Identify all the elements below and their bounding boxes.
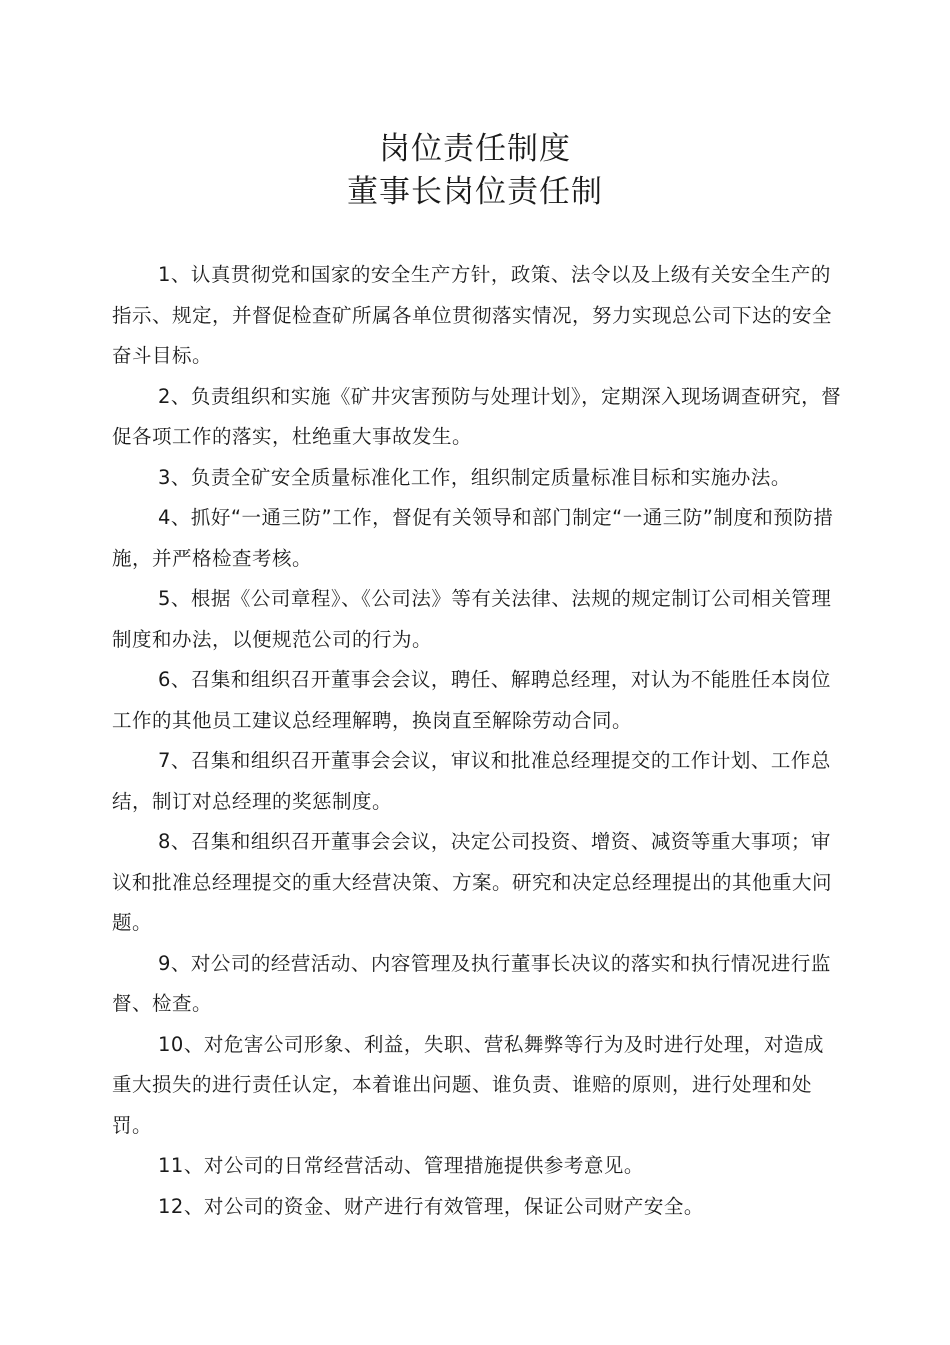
paragraph-2: 2、负责组织和实施《矿井灾害预防与处理计划》，定期深入现场调查研究，督促各项工作的落实，杜绝重大事故发生。 [112, 384, 842, 448]
paragraph-5: 5、根据《公司章程》、《公司法》等有关法律、法规的规定制订公司相关管理制度和办法，以便规范公司的行为。 [112, 587, 832, 651]
document-title: 岗位责任制度 [379, 131, 571, 167]
document-body [112, 255, 842, 1227]
paragraph-3: 3、负责全矿安全质量标准化工作，组织制定质量标准目标和实施办法。 [158, 465, 791, 489]
paragraph-12: 12、对公司的资金、财产进行有效管理，保证公司财产安全。 [158, 1194, 704, 1218]
paragraph-10: 10、对危害公司形象、利益，失职、营私舞弊等行为及时进行处理，对造成重大损失的进行责任认定，本着谁出问题、谁负责、谁赔的原则，进行处理和处罚。 [112, 1032, 824, 1137]
paragraph-8: 8、召集和组织召开董事会会议，决定公司投资、增资、减资等重大事项；审议和批准总经理提交的重大经营决策、方案。研究和决定总经理提出的其他重大问题。 [112, 830, 833, 934]
paragraph-11: 11、对公司的日常经营活动、管理措施提供参考意见。 [158, 1154, 644, 1177]
paragraph-1: 1、认真贯彻党和国家的安全生产方针，政策、法令以及上级有关安全生产的指示、规定，并督促检查矿所属各单位贯彻落实情况，努力实现总公司下达的安全奋斗目标。 [112, 263, 833, 367]
paragraph-7: 7、召集和组织召开董事会会议，审议和批准总经理提交的工作计划、工作总结，制订对总经理的奖惩制度。 [112, 749, 831, 813]
document-subtitle: 董事长岗位责任制 [347, 174, 603, 210]
paragraph-9: 9、对公司的经营活动、内容管理及执行董事长决议的落实和执行情况进行监督、检查。 [112, 951, 831, 1015]
paragraph-4: 4、抓好“一通三防”工作，督促有关领导和部门制定“一通三防”制度和预防措施，并严格检查考核。 [112, 506, 834, 570]
paragraph-6: 6、召集和组织召开董事会会议，聘任、解聘总经理，对认为不能胜任本岗位工作的其他员工建议总经理解聘，换岗直至解除劳动合同。 [112, 668, 831, 732]
